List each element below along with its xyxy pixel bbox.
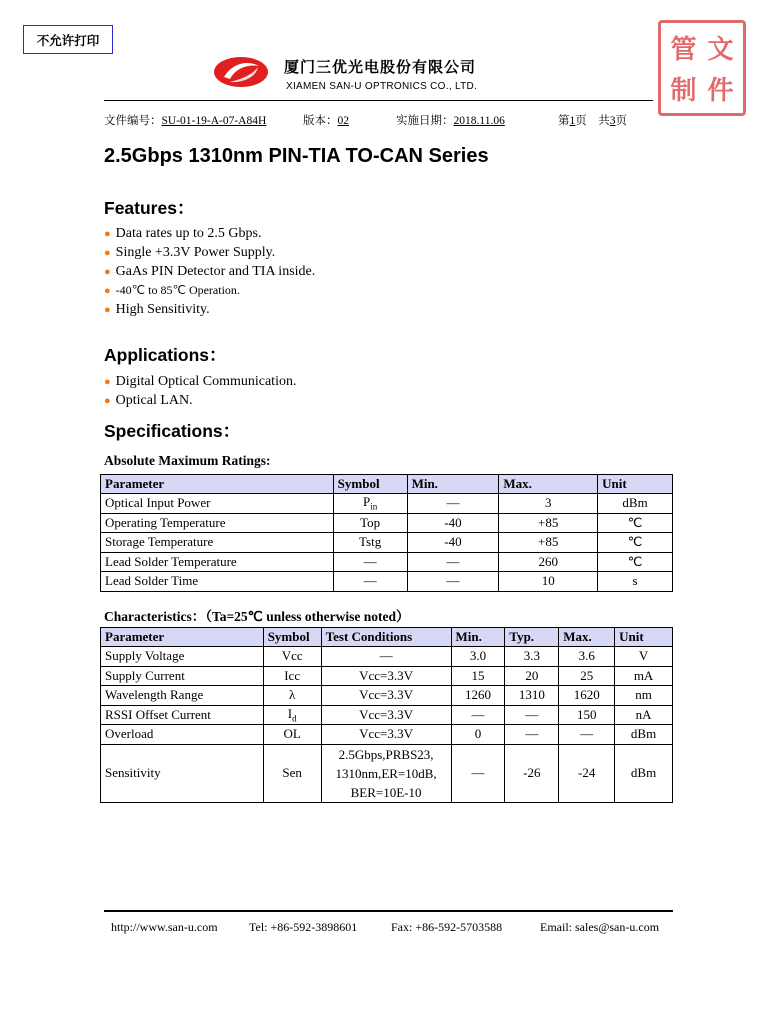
- table-cell: —: [333, 552, 407, 572]
- table-cell: λ: [263, 686, 321, 706]
- footer-rule: [104, 910, 673, 912]
- date-label: 实施日期：: [396, 115, 454, 127]
- table-cell: 25: [559, 666, 615, 686]
- table-cell: Supply Voltage: [101, 647, 264, 667]
- column-header: Symbol: [263, 628, 321, 647]
- test-condition-line: BER=10E-10: [350, 784, 422, 800]
- table-cell: Sen: [263, 744, 321, 802]
- list-item: [104, 262, 315, 281]
- table-cell: 0: [451, 725, 505, 745]
- table-cell: Tstg: [333, 533, 407, 553]
- table-cell: nm: [615, 686, 673, 706]
- effective-date: [396, 112, 505, 128]
- table-cell: nA: [615, 705, 673, 725]
- list-item: [104, 281, 315, 300]
- seal-char: 件: [707, 76, 734, 106]
- table-cell: +85: [499, 513, 598, 533]
- table-cell: [321, 744, 451, 802]
- table-cell: ℃: [598, 552, 673, 572]
- table-row: [101, 552, 673, 572]
- table-cell: Storage Temperature: [101, 533, 334, 553]
- list-item: [104, 372, 296, 391]
- column-header: Min.: [407, 475, 499, 494]
- table-cell: —: [321, 647, 451, 667]
- company-logo: [212, 55, 270, 89]
- doc-number: [104, 112, 266, 128]
- symbol-subscript: in: [370, 502, 378, 513]
- list-item: [104, 224, 315, 243]
- version-value: 02: [337, 115, 349, 127]
- table-row: [101, 725, 673, 745]
- column-header: Parameter: [101, 475, 334, 494]
- characteristics-caption: Characteristics：（Ta=25℃ unless otherwise noted）: [104, 609, 410, 624]
- table-cell: ℃: [598, 513, 673, 533]
- bullet-icon: ●: [104, 228, 111, 240]
- table-cell: 3.6: [559, 647, 615, 667]
- no-print-stamp: 不允许打印: [23, 25, 113, 54]
- table-cell: Sensitivity: [101, 744, 264, 802]
- table-cell: 10: [499, 572, 598, 592]
- table-row: [101, 572, 673, 592]
- table-cell: —: [407, 552, 499, 572]
- table-cell: -40: [407, 513, 499, 533]
- table-row: [101, 513, 673, 533]
- table-row: [101, 666, 673, 686]
- table-cell: Lead Solder Temperature: [101, 552, 334, 572]
- table-row: [101, 494, 673, 514]
- table-cell: 3: [499, 494, 598, 514]
- table-header-row: [101, 475, 673, 494]
- table-row: [101, 686, 673, 706]
- seal-char: 管: [670, 35, 697, 65]
- table-cell: 1620: [559, 686, 615, 706]
- features-list: [104, 224, 315, 319]
- list-item: [104, 243, 315, 262]
- list-item-text: GaAs PIN Detector and TIA inside.: [115, 264, 316, 279]
- document-control-seal: [658, 20, 746, 116]
- table-cell: 260: [499, 552, 598, 572]
- table-cell: 1260: [451, 686, 505, 706]
- doc-number-value: SU-01-19-A-07-A84H: [161, 115, 267, 127]
- table-cell: Vcc=3.3V: [321, 705, 451, 725]
- applications-list: [104, 372, 296, 410]
- table-cell: Icc: [263, 666, 321, 686]
- table-cell: dBm: [598, 494, 673, 514]
- table-cell: —: [333, 572, 407, 592]
- column-header: Min.: [451, 628, 505, 647]
- test-condition-line: 2.5Gbps,PRBS23,: [338, 746, 434, 762]
- table-cell: —: [505, 725, 559, 745]
- seal-char: 制: [670, 76, 697, 106]
- table-cell: dBm: [615, 725, 673, 745]
- table-cell: Overload: [101, 725, 264, 745]
- table-cell: 3.0: [451, 647, 505, 667]
- list-item: [104, 300, 315, 319]
- table-cell: —: [451, 744, 505, 802]
- table-cell: —: [407, 494, 499, 514]
- document-title: 2.5Gbps 1310nm PIN-TIA TO-CAN Series: [104, 145, 489, 167]
- table-cell: -40: [407, 533, 499, 553]
- list-item: [104, 391, 296, 410]
- bullet-icon: ●: [104, 266, 111, 278]
- date-value: 2018.11.06: [453, 115, 505, 127]
- abs-max-caption: Absolute Maximum Ratings:: [104, 453, 271, 468]
- table-row: [101, 705, 673, 725]
- table-cell: Operating Temperature: [101, 513, 334, 533]
- characteristics-table: [100, 627, 673, 803]
- page-count: [558, 112, 627, 128]
- table-cell: Vcc=3.3V: [321, 686, 451, 706]
- table-cell: Supply Current: [101, 666, 264, 686]
- specifications-heading: Specifications：: [104, 421, 241, 441]
- table-cell: -24: [559, 744, 615, 802]
- column-header: Unit: [615, 628, 673, 647]
- table-cell: Top: [333, 513, 407, 533]
- bullet-icon: ●: [104, 395, 111, 407]
- table-row: [101, 744, 673, 802]
- list-item-text: Optical LAN.: [115, 393, 193, 408]
- table-row: [101, 533, 673, 553]
- company-name-en: XIAMEN SAN-U OPTRONICS CO., LTD.: [286, 81, 478, 92]
- footer-website[interactable]: http://www.san-u.com: [111, 920, 218, 934]
- table-cell: Wavelength Range: [101, 686, 264, 706]
- seal-char: 文: [707, 35, 734, 65]
- table-header-row: [101, 628, 673, 647]
- table-cell: s: [598, 572, 673, 592]
- abs-max-table: [100, 474, 673, 592]
- table-cell: Optical Input Power: [101, 494, 334, 514]
- page-mid: 页 共: [575, 115, 610, 127]
- table-cell: OL: [263, 725, 321, 745]
- table-cell: [333, 494, 407, 514]
- bullet-icon: ●: [104, 285, 111, 297]
- features-heading: Features：: [104, 198, 195, 218]
- bullet-icon: ●: [104, 376, 111, 388]
- symbol-text: I: [287, 705, 293, 721]
- list-item-text: High Sensitivity.: [115, 302, 210, 317]
- test-condition-line: 1310nm,ER=10dB,: [335, 765, 437, 781]
- table-cell: dBm: [615, 744, 673, 802]
- column-header: Typ.: [505, 628, 559, 647]
- version-label: 版本：: [303, 115, 338, 127]
- doc-number-label: 文件编号：: [104, 115, 162, 127]
- table-cell: RSSI Offset Current: [101, 705, 264, 725]
- symbol-text: P: [362, 494, 371, 510]
- table-cell: +85: [499, 533, 598, 553]
- table-cell: V: [615, 647, 673, 667]
- company-name-cn: 厦门三优光电股份有限公司: [284, 58, 477, 76]
- list-item-text: Digital Optical Communication.: [115, 374, 297, 389]
- table-cell: Vcc: [263, 647, 321, 667]
- table-cell: —: [407, 572, 499, 592]
- table-cell: 15: [451, 666, 505, 686]
- doc-version: [303, 112, 349, 128]
- page-suffix: 页: [615, 115, 627, 127]
- bullet-icon: ●: [104, 247, 111, 259]
- table-cell: ℃: [598, 533, 673, 553]
- table-cell: —: [505, 705, 559, 725]
- column-header: Max.: [559, 628, 615, 647]
- table-cell: 150: [559, 705, 615, 725]
- table-cell: -26: [505, 744, 559, 802]
- table-cell: Vcc=3.3V: [321, 666, 451, 686]
- column-header: Test Conditions: [321, 628, 451, 647]
- table-cell: Vcc=3.3V: [321, 725, 451, 745]
- table-cell: 20: [505, 666, 559, 686]
- table-row: [101, 647, 673, 667]
- table-cell: 1310: [505, 686, 559, 706]
- column-header: Symbol: [333, 475, 407, 494]
- list-item-text: Data rates up to 2.5 Gbps.: [115, 226, 262, 241]
- header-rule: [104, 100, 653, 101]
- footer-email[interactable]: Email: sales@san-u.com: [540, 920, 660, 934]
- table-cell: mA: [615, 666, 673, 686]
- symbol-subscript: d: [292, 713, 297, 724]
- bullet-icon: ●: [104, 304, 111, 316]
- column-header: Max.: [499, 475, 598, 494]
- page-total: 3: [609, 115, 616, 127]
- footer-telephone: Tel: +86-592-3898601: [249, 920, 358, 934]
- applications-heading: Applications：: [104, 345, 227, 365]
- table-cell: 3.3: [505, 647, 559, 667]
- page-number: 1: [569, 115, 576, 127]
- footer-fax: Fax: +86-592-5703588: [391, 920, 503, 934]
- table-cell: —: [559, 725, 615, 745]
- table-cell: Lead Solder Time: [101, 572, 334, 592]
- list-item-text: -40℃ to 85℃ Operation.: [115, 283, 240, 297]
- column-header: Parameter: [101, 628, 264, 647]
- page-prefix: 第: [558, 115, 570, 127]
- column-header: Unit: [598, 475, 673, 494]
- list-item-text: Single +3.3V Power Supply.: [115, 245, 276, 260]
- table-cell: —: [451, 705, 505, 725]
- table-cell: [263, 705, 321, 725]
